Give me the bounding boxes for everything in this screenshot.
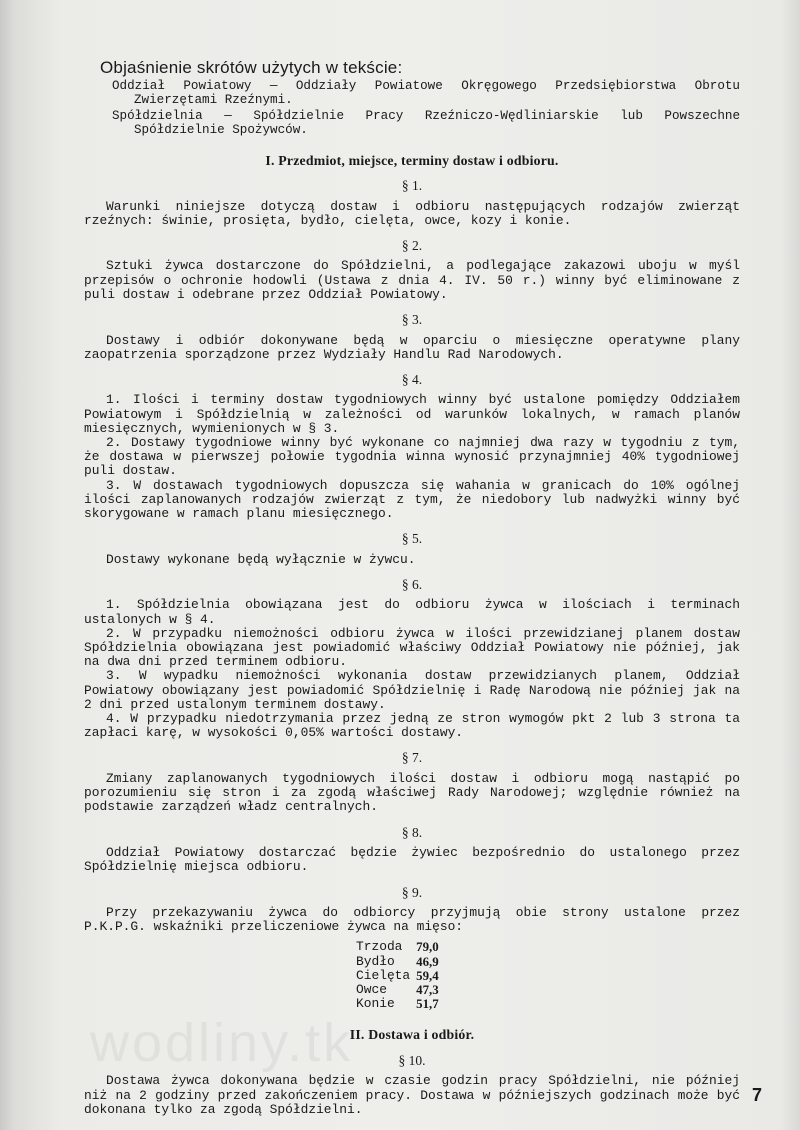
watermark: wodliny.tk	[90, 1013, 354, 1073]
paragraph-mark: § 1.	[401, 178, 423, 193]
table-row	[356, 940, 443, 954]
paragraph-mark: § 8.	[401, 824, 423, 840]
paragraph-text: Oddział Powiatowy dostarczać będzie żywiec bezpośrednio do ustalonego przez Spółdzielnię miejsca odbioru.	[84, 845, 740, 875]
table-row	[356, 955, 443, 969]
paragraph-text: Dostawy i odbiór dokonywane będą w oparciu o miesięczne operatywne plany zaopatrzenia sporządzone przez Wydziały Handlu Rad Narodowych.	[84, 332, 740, 362]
paragraph-text: Dostawa żywca dokonywana będzie w czasie godzin pracy Spółdzielni, nie później niż na 2 godziny przed zakończeniem pracy. Dostawa w późniejszych godzinach może być dokonana tylko za zgodą Spółdzielni.	[84, 1073, 740, 1117]
paragraph-mark: § 9.	[401, 884, 423, 900]
paragraph-point: 4. W przypadku niedotrzymania przez jedną ze stron wymogów pkt 2 lub 3 strona ta zapłaci karę, w wysokości 0,05% wartości dostawy.	[84, 711, 740, 741]
paragraph-mark: § 7.	[401, 750, 423, 766]
table-cell-label: Owce	[356, 982, 387, 998]
abbreviation-item: Spółdzielnia — Spółdzielnie Pracy Rzeźniczo-Wędliniarskie lub Powszechne Spółdzielnie Spożywców.	[112, 108, 740, 137]
abbreviation-item: Oddział Powiatowy — Oddziały Powiatowe Okręgowego Przedsiębiorstwa Obrotu Zwierzętami Rzeźnymi.	[112, 78, 740, 107]
paragraph-text: Warunki niniejsze dotyczą dostaw i odbioru następujących rodzajów zwierząt rzeźnych: świnie, prosięta, bydło, cielęta, owce, kozy i konie.	[84, 198, 740, 228]
paragraph-point: 3. W wypadku niemożności wykonania dostaw przewidzianych planem, Oddział Powiatowy obowiązany jest powiadomić Spółdzielnię i Radę Narodową nie później jak na 2 dni przed ustalonym terminem dostawy.	[84, 668, 740, 712]
table-cell-label: Konie	[356, 996, 395, 1012]
section-title: II. Dostawa i odbiór.	[349, 1027, 475, 1043]
paragraph-mark: § 3.	[401, 312, 423, 328]
table-cell-value: 47,3	[416, 983, 439, 998]
paragraph-point: 3. W dostawach tygodniowych dopuszcza się wahania w granicach do 10% ogólnej ilości zaplanowanych rodzajów zwierząt z tym, że niedobory lub nadwyżki winny być skorygowane w ramach planu miesięcznego.	[84, 477, 740, 522]
paragraph-text: Przy przekazywaniu żywca do odbiorcy przyjmują obie strony ustalone przez P.K.P.G. wskaźniki przeliczeniowe żywca na mięso:	[84, 905, 740, 935]
paragraph-text: Zmiany zaplanowanych tygodniowych ilości dostaw i odbioru mogą nastąpić po porozumieniu się stron i za zgodą właściwej Rady Narodowej; względnie również na podstawie zarządzeń władz centralnych.	[84, 770, 740, 815]
paragraph-text: Sztuki żywca dostarczone do Spółdzielni, a podlegające zakazowi uboju w myśl przepisów o ochronie hodowli (Ustawa z dnia 4. IV. 50 r.) winny być eliminowane z puli dostaw i odebrane przez Oddział Powiatowy.	[84, 258, 740, 302]
abbreviations-title: Objaśnienie skrótów użytych w tekście:	[100, 58, 403, 77]
section-title: I. Przedmiot, miejsce, terminy dostaw i odbioru.	[265, 152, 559, 168]
paragraph-mark: § 10.	[398, 1052, 426, 1068]
table-cell-value: 79,0	[416, 940, 439, 955]
table-row	[356, 969, 443, 983]
paragraph-mark: § 6.	[401, 576, 423, 592]
table-row	[356, 997, 443, 1011]
table-cell-value: 46,9	[416, 954, 439, 969]
conversion-table	[356, 940, 443, 1011]
paragraph-text: Dostawy wykonane będą wyłącznie w żywcu.	[106, 551, 416, 567]
table-cell-value: 59,4	[416, 968, 439, 983]
paragraph-point: 2. W przypadku niemożności odbioru żywca w ilości przewidzianej planem dostaw Spółdzielnia obowiązana jest powiadomić właściwy Oddział Powiatowy nie później, jak na dwa dni przed terminem odbioru.	[84, 625, 740, 670]
page-content	[84, 60, 740, 1117]
table-cell-label: Cielęta	[356, 967, 411, 983]
table-cell-value: 51,7	[416, 997, 439, 1012]
paragraph-point: 1. Spółdzielnia obowiązana jest do odbioru żywca w ilościach i terminach ustalonych w § 4.	[84, 597, 740, 627]
table-cell-label: Bydło	[356, 953, 395, 969]
paragraph-mark: § 5.	[401, 531, 423, 547]
paragraph-mark: § 4.	[401, 371, 423, 387]
paragraph-point: 2. Dostawy tygodniowe winny być wykonane co najmniej dwa razy w tygodniu z tym, że dostawa w pierwszej połowie tygodnia winna wynosić przynajmniej 40% tygodniowej puli dostaw.	[84, 435, 740, 479]
table-row	[356, 983, 443, 997]
paragraph-mark: § 2.	[401, 237, 423, 253]
paragraph-point: 1. Ilości i terminy dostaw tygodniowych winny być ustalone pomiędzy Oddziałem Powiatowym i Spółdzielnią w zależności od warunków lokalnych, w ramach planów miesięcznych, wymienionych w § 3.	[84, 392, 740, 436]
page-number: 7	[751, 1085, 762, 1105]
table-cell-label: Trzoda	[356, 939, 403, 955]
